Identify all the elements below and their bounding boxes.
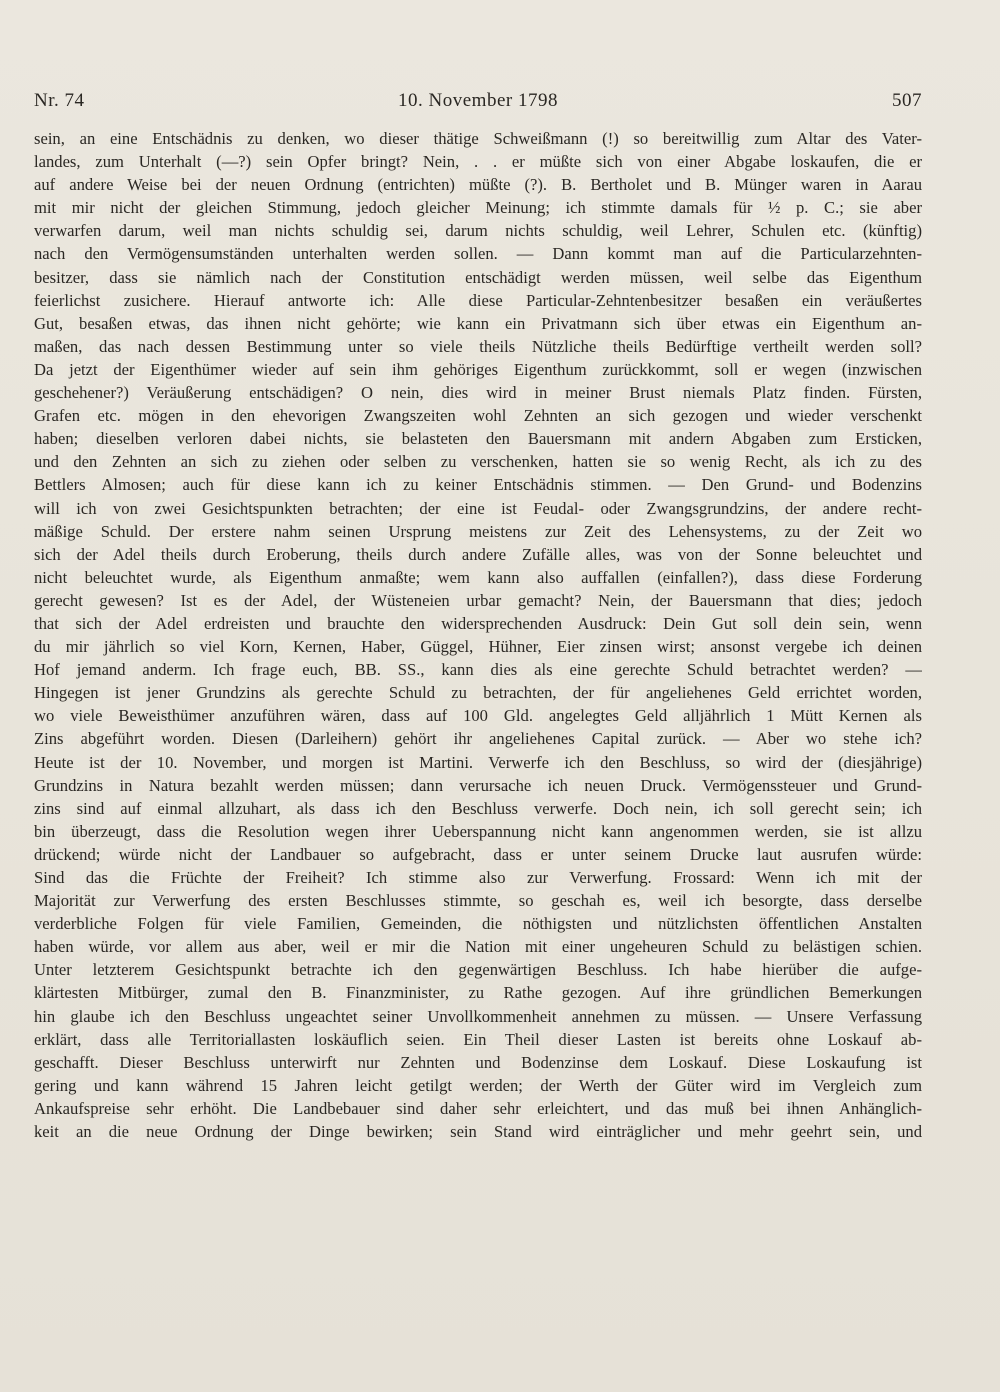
document-body — [34, 127, 922, 1143]
text-line: haben würde, vor allem aus aber, weil er mir die Nation mit einer ungeheuren Schuld zu belästigen schien. — [34, 937, 922, 957]
text-line: maßen, das nach dessen Bestimmung unter so viele theils Nützliche theils Bedürftige vertheilt werden soll? — [34, 336, 922, 356]
text-line: sein, an eine Entschädnis zu denken, wo dieser thätige Schweißmann (!) so bereitwillig zum Altar des Vater- — [34, 129, 922, 148]
text-line: Grundzins in Natura bezahlt werden müssen; dann verursache ich neuen Druck. Vermögenssteuer und Grund- — [34, 775, 922, 795]
text-line: Unter letzterem Gesichtspunkt betrachte ich den gegenwärtigen Beschluss. Ich habe hierüber die aufge- — [34, 960, 922, 980]
text-line: wo viele Beweisthümer anzuführen wären, dass auf 100 Gld. angelegtes Geld alljährlich 1 Mütt Kernen als — [34, 706, 922, 726]
text-line: mit mir nicht der gleichen Stimmung, jedoch gleicher Meinung; ich stimmte damals für ½ p. C.; sie aber — [34, 198, 922, 218]
text-line: Grafen etc. mögen in den ehevorigen Zwangszeiten wohl Zehnten an sich gezogen und wieder verschenkt — [34, 406, 922, 426]
text-line: Heute ist der 10. November, und morgen ist Martini. Verwerfe ich den Beschluss, so wird der (diesjährige) — [34, 752, 922, 772]
text-line: that sich der Adel erdreisten und brauchte den widersprechenden Ausdruck: Dein Gut soll dein sein, wenn — [34, 613, 922, 633]
text-line: hin glaube ich den Beschluss ungeachtet seiner Unvollkommenheit annehmen zu müssen. — Unsere Verfassung — [34, 1006, 922, 1026]
text-line: erklärt, dass alle Territoriallasten loskäuflich seien. Ein Theil dieser Lasten ist bereits ohne Loskauf ab- — [34, 1029, 922, 1049]
text-line: zins sind auf einmal allzuhart, als dass ich den Beschluss verwerfe. Doch nein, ich soll gerecht sein; ich — [34, 798, 922, 818]
text-line: nach den Vermögensumständen unterhalten werden sollen. — Dann kommt man auf die Particularzehnten- — [34, 244, 922, 264]
page-header — [34, 90, 922, 116]
text-line: Da jetzt der Eigenthümer wieder auf sein ihm gehöriges Eigenthum zurückkommt, soll er wegen (inzwischen — [34, 359, 922, 379]
text-line: will ich von zwei Gesichtspunkten betrachten; der eine ist Feudal- oder Zwangsgrundzins, der andere recht- — [34, 498, 922, 518]
text-line: Bettlers Almosen; auch für diese kann ich zu keiner Entschädnis stimmen. — Den Grund- und Bodenzins — [34, 475, 922, 495]
text-line: du mir jährlich so viel Korn, Kernen, Haber, Güggel, Hühner, Eier zinsen wirst; ansonst vergebe ich deinen — [34, 637, 922, 657]
text-line: bin überzeugt, dass die Resolution wegen ihrer Ueberspannung nicht kann angenommen werden, sie ist allzu — [34, 821, 922, 841]
text-line: sich der Adel theils durch Eroberung, theils durch andere Zufälle alles, was von der Sonne beleuchtet und — [34, 544, 922, 564]
text-line: feierlichst zusichere. Hierauf antworte ich: Alle diese Particular-Zehntenbesitzer besaßen ein veräußertes — [34, 290, 922, 310]
text-line: klärtesten Mitbürger, zumal den B. Finanzminister, zu Rathe gezogen. Auf ihre gründlichen Bemerkungen — [34, 983, 922, 1003]
text-line: gering und kann während 15 Jahren leicht getilgt werden; der Werth der Güter wird im Vergleich zum — [34, 1075, 922, 1095]
text-line: Sind das die Früchte der Freiheit? Ich stimme also zur Verwerfung. Frossard: Wenn ich mit der — [34, 868, 922, 887]
text-line: verwarfen darum, weil man nichts schuldig sei, darum nichts schuldig, weil Lehrer, Schulen etc. (künftig) — [34, 221, 922, 241]
document-date: 10. November 1798 — [398, 90, 558, 111]
text-line: besitzer, dass sie nämlich nach der Constitution entschädigt werden müssen, weil selbe das Eigenthum — [34, 267, 922, 287]
text-line: gerecht gewesen? Ist es der Adel, der Wüsteneien urbar gemacht? Nein, der Bauersmann that dies; jedoch — [34, 590, 922, 610]
text-line: landes, zum Unterhalt (—?) sein Opfer bringt? Nein, . . er müßte sich von einer Abgabe loskaufen, die er — [34, 152, 922, 172]
document-number: Nr. 74 — [34, 90, 85, 111]
text-line: geschehener?) Veräußerung entschädigen? O nein, dies wird in meiner Brust niemals Platz finden. Fürsten, — [34, 383, 922, 403]
text-line: mäßige Schuld. Der erstere nahm seinen Ursprung meistens zur Zeit des Lehensystems, zu der Zeit wo — [34, 521, 922, 541]
text-line: Ankaufspreise sehr erhöht. Die Landbebauer sind daher sehr erleichtert, und das muß bei ihnen Anhänglich- — [34, 1098, 922, 1118]
text-line: auf andere Weise bei der neuen Ordnung (entrichten) müßte (?). B. Bertholet und B. Münger waren in Aarau — [34, 175, 922, 195]
text-line: Zins abgeführt worden. Diesen (Darleihern) gehört ihr angeliehenes Capital zurück. — Aber wo stehe ich? — [34, 729, 922, 749]
text-line: Gut, besaßen etwas, das ihnen nicht gehörte; wie kann ein Privatmann sich über etwas ein Eigenthum an- — [34, 313, 922, 333]
text-line: nicht beleuchtet wurde, als Eigenthum anmaßte; wem kann also auffallen (einfallen?), dass diese Forderung — [34, 567, 922, 587]
text-line: Hof jemand anderm. Ich frage euch, BB. SS., kann dies als eine gerechte Schuld betrachtet werden? — — [34, 660, 922, 680]
text-line: geschafft. Dieser Beschluss unterwirft nur Zehnten und Bodenzinse dem Loskauf. Diese Loskaufung ist — [34, 1052, 922, 1072]
text-line: drückend; würde nicht der Landbauer so aufgebracht, dass er unter seinem Drucke laut ausrufen würde: — [34, 844, 922, 864]
text-line: und den Zehnten an sich zu ziehen oder selben zu verschenken, hatten sie so wenig Recht, als ich zu des — [34, 452, 922, 472]
text-line: Majorität zur Verwerfung des ersten Beschlusses stimmte, so geschah es, weil ich besorgte, dass derselbe — [34, 891, 922, 911]
text-line: Hingegen ist jener Grundzins als gerechte Schuld zu betrachten, der für angeliehenes Geld errichtet worden, — [34, 683, 922, 703]
text-line: haben; dieselben verloren dabei nichts, sie belasteten den Bauersmann mit andern Abgaben zum Ersticken, — [34, 429, 922, 449]
page-number: 507 — [892, 90, 922, 111]
text-line: keit an die neue Ordnung der Dinge bewirken; sein Stand wird einträglicher und mehr geehrt sein, und — [34, 1122, 922, 1142]
text-line: verderbliche Folgen für viele Familien, Gemeinden, die nöthigsten und nützlichsten öffentlichen Anstalten — [34, 914, 922, 934]
